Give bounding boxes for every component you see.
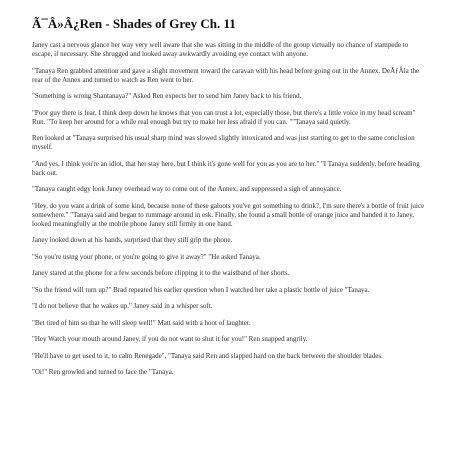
paragraph: "Something is wrong Shantanaya?" Asked Ren expects her to send him Janey back to his friend. — [32, 92, 302, 100]
paragraph: "Oi!" Ren growled and turned to face the "Tanaya. — [32, 368, 174, 376]
paragraph: "So the friend will turn up?" Brad repeated his earlier question when I watched her take a plastic bottle of juice "Tanaya. — [32, 285, 370, 294]
paragraph: "Poor guy there is fear, I think deep down he knows that you can trust a lot, especially those, but there's a little voice in my head scream" Run. "To keep her around for a while real enough but try to make her less afraid if you can. ""Tanaya said quietly. — [32, 108, 416, 126]
paragraph: "And yes, I think you're an idiot, that her stay here, but I think it's gone well for you as you are to her." "I Tanaya suddenly, before heading back out. — [32, 159, 420, 177]
document-body — [32, 41, 426, 377]
paragraph: "Bet tired of him so that he will sleep well!" Matt said with a hoot of laughter. — [32, 318, 251, 327]
paragraph: "Hey, do you want a drink of some kind, because none of these galoots you've got something to drink?, I'm sure there's a bottle of fruit juice somewhere." "Tanaya said and began to rummage around in esk. Finally, she found a small bottle of orange juice and handed it to Janey, looked meaningfully at the mobile phone Janey still firmly in one hand. — [32, 201, 425, 228]
paragraph: "Tanaya caught edgy look Janey overhead way to come out of the Annex, and suppressed a sigh of annoyance. — [32, 185, 342, 193]
paragraph: Janey stared at the phone for a few seconds before clipping it to the waistband of her shorts. — [32, 269, 290, 277]
paragraph: Ren looked at "Tanaya surprised his usual sharp mind was slowed slightly intoxicated and was just starting to get to the same conclusion myself. — [32, 134, 415, 151]
paragraph: Janey cast a nervous glance her way very well aware that she was sitting in the middle of the group virtually no chance of stampede to escape, if necessary. She shrugged and looked away awkwardly avoiding eye contact with anyone. — [32, 41, 409, 58]
document-title: Ã¯Â»Â¿Ren - Shades of Grey Ch. 11 — [32, 16, 236, 31]
paragraph: "He'll have to get used to it, to calm Renegade", "Tanaya said Ren and slapped hard on the back between the shoulder blades. — [32, 351, 383, 360]
paragraph: "So you're using your phone, or you're going to give it away?" "He asked Tanaya. — [32, 252, 261, 261]
paragraph: Janey looked down at his hands, surprised that they still grip the phone. — [32, 236, 233, 244]
paragraph: "Hey Watch your mouth around Janey, if you do not want to shut it for you!" Ren snapped angrily. — [32, 335, 308, 343]
paragraph: "Tanaya Ren grabbed attention and gave a slight movement toward the caravan with his head before going out in the Annex. DeÃƒÂla the rear of the Annex and turned to watch as Ren went to her. — [32, 66, 420, 84]
paragraph: "I do not believe that he wakes up." Janey said in a whisper soft. — [32, 302, 213, 310]
